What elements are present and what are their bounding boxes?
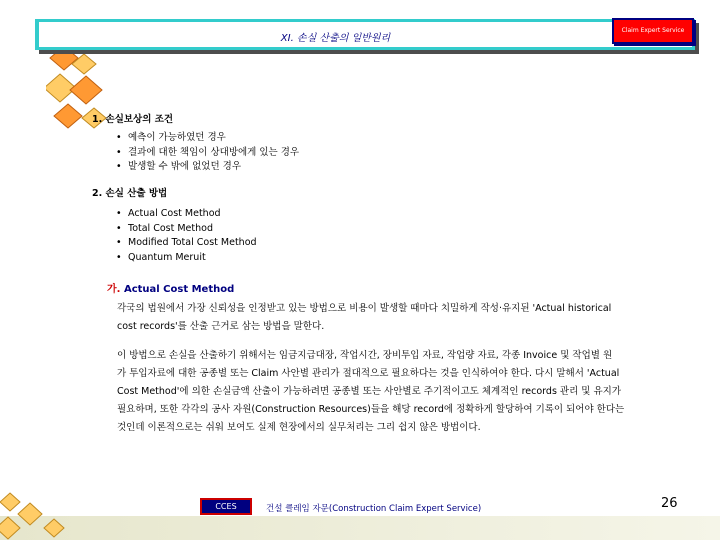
footer-band (0, 516, 720, 540)
bullet-icon: • (116, 251, 122, 263)
list-item-text: Quantum Meruit (128, 251, 206, 263)
paragraph-1 (117, 300, 702, 336)
bullet-icon: • (116, 208, 122, 219)
list-item (116, 207, 257, 222)
footer-caption: 건설 클레임 자문(Construction Claim Expert Service) (266, 504, 482, 514)
brand-badge (612, 18, 694, 44)
section2-heading: 2. 손실 산출 방법 (92, 188, 168, 199)
subsection-heading (107, 280, 234, 295)
list-item (116, 160, 299, 175)
bullet-icon: • (116, 237, 122, 249)
section1-list (116, 131, 299, 175)
page-number: 26 (661, 496, 678, 511)
list-item (116, 131, 299, 146)
section2-list (116, 207, 257, 265)
cces-logo-text: CCES (215, 502, 237, 511)
list-item-text: 예측이 가능하였던 경우 (128, 132, 226, 143)
subsection-title: Actual Cost Method (120, 284, 235, 295)
list-item (116, 222, 257, 237)
paragraph-line: 가 투입자료에 대한 공종별 또는 Claim 사안별 관리가 절대적으로 필요하다는 것을 인식하여야 한다. 다시 말해서 'Actual (117, 368, 620, 379)
list-item-text: 발생할 수 밖에 없었던 경우 (128, 161, 242, 173)
brand-label: Claim Expert Service (621, 27, 685, 34)
list-item-text: Modified Total Cost Method (128, 237, 257, 249)
paragraph-line: 각국의 법원에서 가장 신뢰성을 인정받고 있는 방법으로 비용이 발생할 때마다 치밀하게 작성·유지된 'Actual historical (117, 303, 612, 314)
section1-heading: 1. 손실보상의 조건 (92, 114, 174, 125)
bullet-icon: • (116, 132, 122, 143)
bullet-icon: • (116, 222, 122, 234)
paragraph-line: cost records'를 산출 근거로 삼는 방법을 말한다. (117, 321, 325, 332)
subsection-prefix: 가. (107, 284, 121, 295)
bullet-icon: • (116, 161, 122, 173)
list-item-text: Actual Cost Method (128, 208, 221, 219)
slide-title: XI. 손실 산출의 일반원리 (280, 33, 391, 44)
list-item (116, 146, 299, 161)
paragraph-line: 것인데 이론적으로는 쉬워 보여도 실제 현장에서의 실무처리는 그리 쉽지 않은 방법이다. (117, 422, 481, 433)
paragraph-line: Cost Method'에 의한 손실금액 산출이 가능하려면 공종별 또는 사안별로 주기적이고도 체계적인 records 관리 및 유지가 (117, 386, 622, 397)
header-bar (35, 19, 695, 50)
footer-decorative-diamonds (0, 485, 80, 540)
list-item-text: Total Cost Method (128, 222, 213, 234)
list-item-text: 결과에 대한 책임이 상대방에게 있는 경우 (128, 146, 300, 158)
list-item (116, 251, 257, 266)
paragraph-line: 이 방법으로 손실을 산출하기 위해서는 임금지급대장, 작업시간, 장비투입 자료, 작업량 자료, 각종 Invoice 및 작업별 원 (117, 350, 613, 361)
paragraph-line: 필요하며, 또한 각각의 공사 자원(Construction Resources)들을 해당 record에 정확하게 할당하여 기록이 되어야 한다는 (117, 404, 625, 415)
list-item (116, 236, 257, 251)
paragraph-2 (117, 347, 702, 437)
cces-logo (200, 498, 252, 515)
bullet-icon: • (116, 146, 122, 158)
